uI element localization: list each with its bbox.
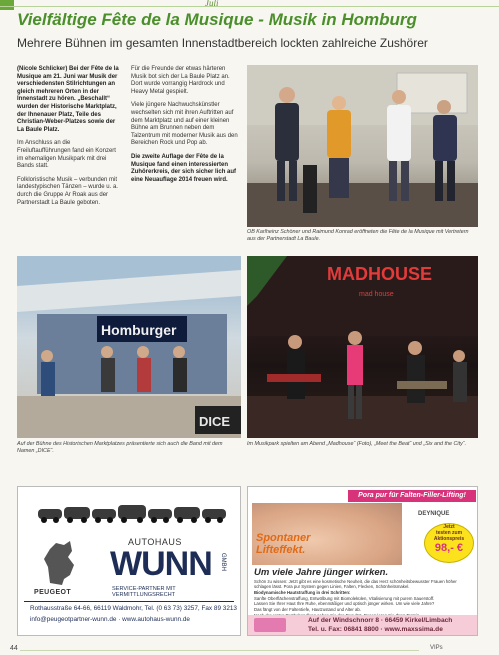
ad1-divider (24, 601, 234, 602)
ad2-body-5: Das fängt von der Faltentiefe, Hautzustand und Alter ab. (254, 607, 362, 612)
ad2-banner: Pora pur für Falten-Filler-Lifting! (348, 490, 476, 502)
photo-officials (247, 65, 478, 227)
ad2-offer-line-2: testen zum (435, 530, 463, 536)
ad1-service-line: SERVICE-PARTNER MIT VERMITTLUNGSRECHT (112, 586, 176, 598)
column2-paragraph-3: Die zweite Auflage der Fête de la Musique fand einen interessierten Zuhörerkreis, der sich sicher lich auf eine Neuauflage 2014 freuen wird. (131, 153, 237, 183)
ad2-tagline: Um viele Jahre jünger wirken. (254, 567, 389, 578)
ad2-offer-price: 98,- € (434, 542, 464, 554)
photo2-sign-text: DICE (199, 414, 231, 429)
ad2-contact[interactable]: Tel. u. Fax: 06841 8800 · www.maxssima.de (308, 626, 443, 633)
photo3-sign-small: mad house (359, 291, 394, 298)
photo-madhouse-caption: Im Musikpark spielten am Abend „Madhouse“ (Foto), „Meet the Beat“ und „Six and the City“. (247, 441, 467, 447)
top-rule (0, 6, 499, 7)
photo3-sign-text: MADHOUSE (327, 264, 433, 284)
photo-officials-illustration (247, 65, 478, 227)
peugeot-lion-icon (40, 539, 80, 587)
column1-paragraph-2: Im Anschluss an die Freiluftaufführungen fand ein Konzert im ehemaligen Musikpark mit drei Bands statt. (17, 140, 116, 170)
ad2-headline-2: Lifteffekt. (256, 544, 306, 556)
ad2-body-2: Biodynamische Hautstraffung in drei Schritten: (254, 590, 351, 595)
ad2-body-3: Sanfte Oberflächenstraffung, Entwölbung mit Biomolekülen, Vitalisierung mit purem Sauerstoff. (254, 596, 435, 601)
ad2-price-badge (424, 523, 474, 563)
ad2-offer-line-1: Jetzt (443, 524, 455, 530)
photo-madhouse (247, 256, 478, 438)
ad-pora-pur[interactable] (247, 486, 478, 636)
ad2-footer-logo (254, 618, 286, 632)
photo-madhouse-illustration (247, 256, 478, 438)
car-lineup-illustration (38, 495, 226, 527)
ad2-body-1: Schön zu wissen: Jetzt gibt es eine kosmetische Neuheit, die das Herz schönheitsbewusster Frauen höher schlagen lässt. Pora pur System gegen Linien, Falten, Flecken, Schönheitsmakel. (254, 579, 457, 590)
ad1-brand-top: AUTOHAUS (128, 537, 182, 547)
column1-paragraph-1: (Nicole Schlicker) Bei der Fête de la Musique am 21. Juni war Musik der verschiedensten Stilrichtungen an gleich mehreren Orten in der Innenstadt zu hören. „Beschallt“ wurden der Historische Marktplatz, der Ihnenauer Platz, Teile des Christian-Weber-Platzes sowie der La Baule Platz. (17, 66, 119, 133)
ad1-address: Rothausstraße 64-66, 66119 Waldmohr, Tel. (0 63 73) 3257, Fax 89 3213 (30, 605, 237, 612)
month-tag: Juli (205, 0, 219, 8)
ad2-address: Auf der Windschnorr 8 · 66459 Kirkel/Limbach (308, 617, 453, 624)
column2-paragraph-2: Viele jüngere Nachwuchskünstler wechselten sich mit ihren Auftritten auf dem Marktplatz und auf einer kleinen Bühne am Brunnen neben dem Talzentrum mit moderner Musik aus den Bereichen Rock und Pop ab. (131, 102, 238, 147)
footer-rule (20, 650, 419, 651)
ad1-brand-name: WUNN (110, 545, 212, 583)
column2-paragraph-1: Für die Freunde der etwas härteren Musik bot sich der La Baule Platz an. Dort wurde vorrangig Hardrock und Heavy Metal gespielt. (131, 66, 230, 95)
corner-tab (0, 0, 14, 10)
page-number: 44 (10, 645, 18, 652)
ad2-logo: DEYNIQUE (418, 511, 450, 517)
article-column-1 (17, 66, 122, 213)
photo-dice-illustration (17, 256, 241, 438)
ad1-gmbh: GMBH (220, 553, 226, 571)
article-column-2 (131, 66, 239, 190)
article-headline: Vielfältige Fête de la Musique - Musik in Homburg (17, 10, 417, 29)
photo-dice-band (17, 256, 241, 438)
ad1-web[interactable]: info@peugeotpartner-wunn.de · www.autohaus-wunn.de (30, 616, 190, 623)
ad2-body-4: Lassen Sie Ihrer Haut Ihre Ruhe, ebenmäßiger und optisch jünger wirken. Um wie viele Jahre? (254, 601, 435, 606)
ad-autohaus-wunn[interactable] (17, 486, 241, 636)
photo2-banner-text: Homburger (101, 322, 177, 338)
photo-dice-caption: Auf der Bühne des Historischen Marktplatzes präsentierte sich auch die Band mit dem Namen „DICE“. (17, 441, 223, 454)
column1-paragraph-3: Folkloristische Musik – verbunden mit landestypischen Tänzen – wurde u. a. durch die Gruppe Ar Roak aus der Partnerstadt La Baule geboten. (17, 176, 118, 206)
ad2-offer-line-3: Aktionspreis (433, 536, 465, 542)
ad1-peugeot-label: PEUGEOT (34, 589, 72, 596)
article-subheadline: Mehrere Bühnen im gesamten Innenstadtbereich lockten zahlreiche Zushörer (17, 36, 428, 50)
ad2-headline-1: Spontaner (256, 532, 311, 544)
photo-officials-caption: OB Karlheinz Schöner und Raimund Konrad eröffneten die Fête de la Musique mit Vertretern aus der Partnerstadt La Baule. (247, 229, 469, 242)
footer-brand: VIPs (430, 645, 443, 651)
